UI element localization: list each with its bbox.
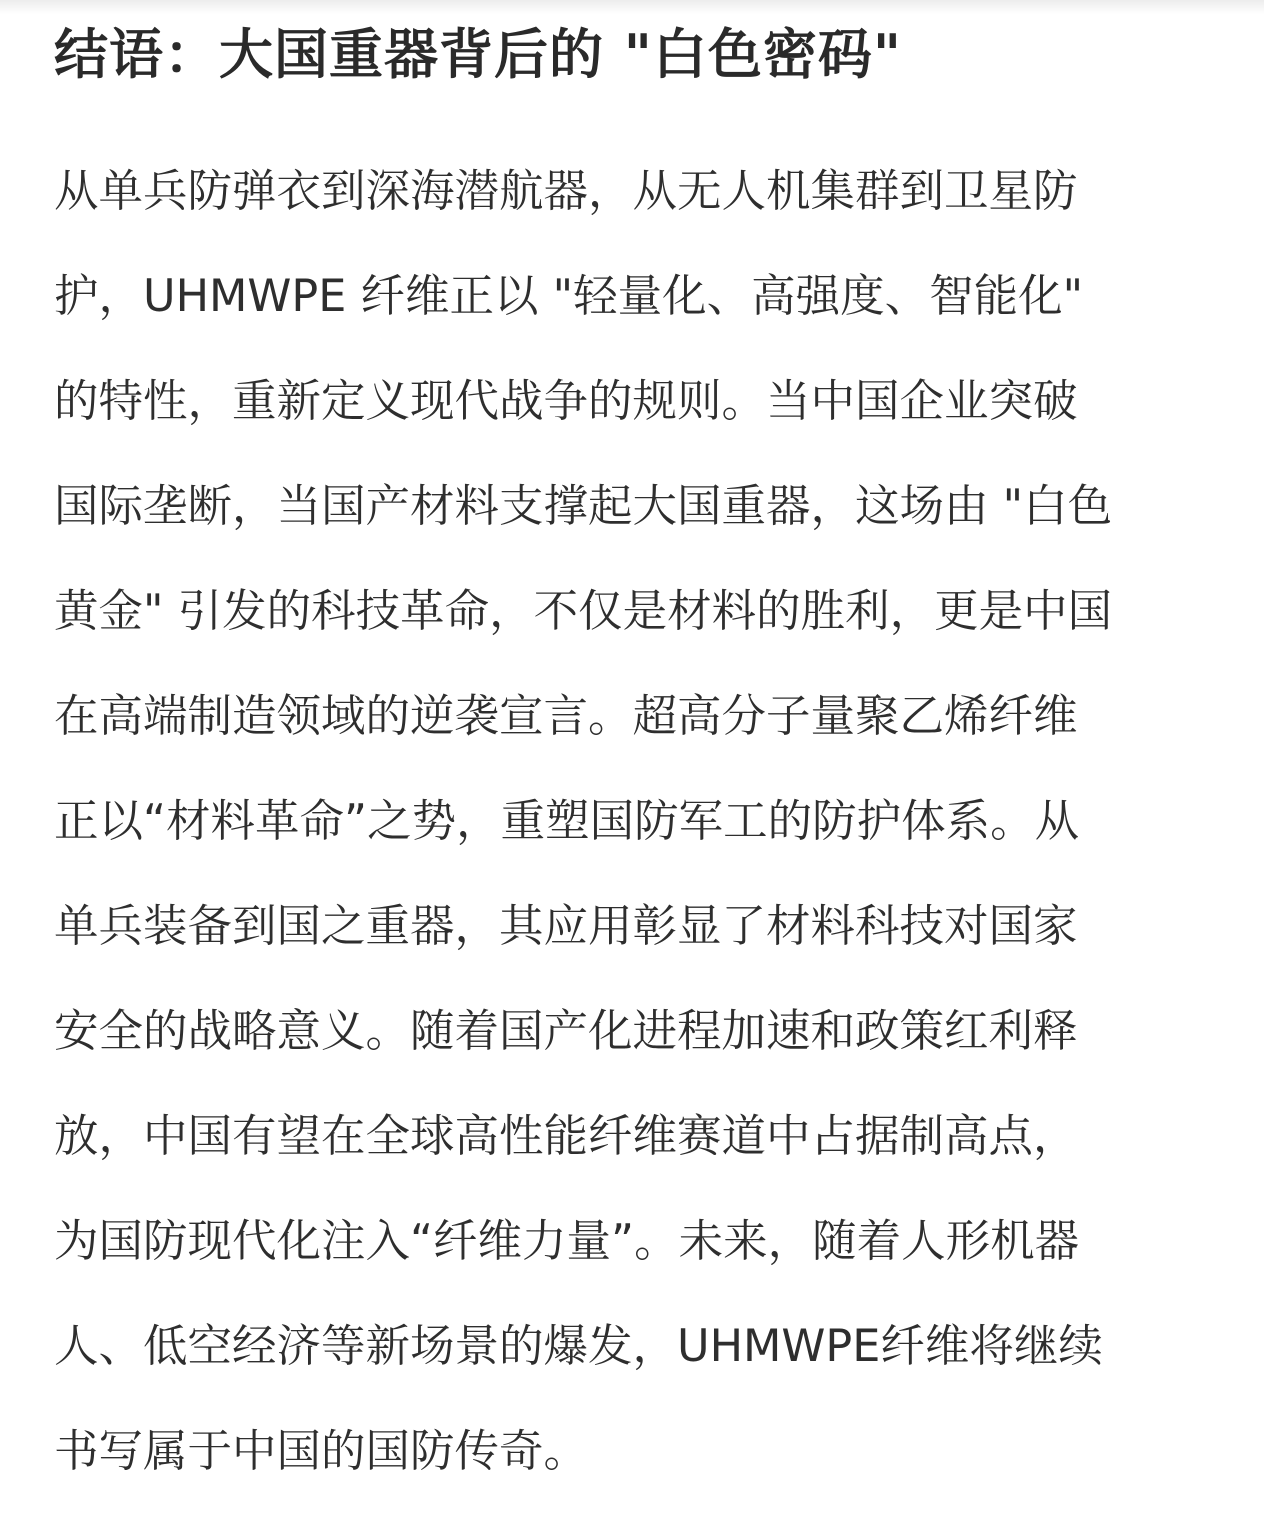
article-heading: 结语：大国重器背后的 "白色密码" xyxy=(54,23,903,86)
body-line: 正以“材料革命”之势，重塑国防军工的防护体系。从 xyxy=(54,796,1080,847)
body-line: 放，中国有望在全球高性能纤维赛道中占据制高点， xyxy=(54,1111,1078,1162)
body-line: 护，UHMWPE 纤维正以 "轻量化、高强度、智能化" xyxy=(54,271,1084,322)
body-line: 黄金" 引发的科技革命，不仅是材料的胜利，更是中国 xyxy=(54,586,1113,637)
article-body xyxy=(54,166,1214,1531)
body-line: 从单兵防弹衣到深海潜航器，从无人机集群到卫星防 xyxy=(54,166,1078,217)
body-line: 人、低空经济等新场景的爆发，UHMWPE纤维将继续 xyxy=(54,1321,1103,1372)
body-line: 在高端制造领域的逆袭宣言。超高分子量聚乙烯纤维 xyxy=(54,691,1078,742)
body-line: 单兵装备到国之重器，其应用彰显了材料科技对国家 xyxy=(54,901,1078,952)
body-line: 为国防现代化注入“纤维力量”。未来，随着人形机器 xyxy=(54,1216,1080,1267)
body-line: 书写属于中国的国防传奇。 xyxy=(54,1426,589,1477)
body-line: 国际垄断，当国产材料支撑起大国重器，这场由 "白色 xyxy=(54,481,1113,532)
body-line: 安全的战略意义。随着国产化进程加速和政策红利释 xyxy=(54,1006,1078,1057)
body-line: 的特性，重新定义现代战争的规则。当中国企业突破 xyxy=(54,376,1078,427)
article xyxy=(54,0,1214,1531)
